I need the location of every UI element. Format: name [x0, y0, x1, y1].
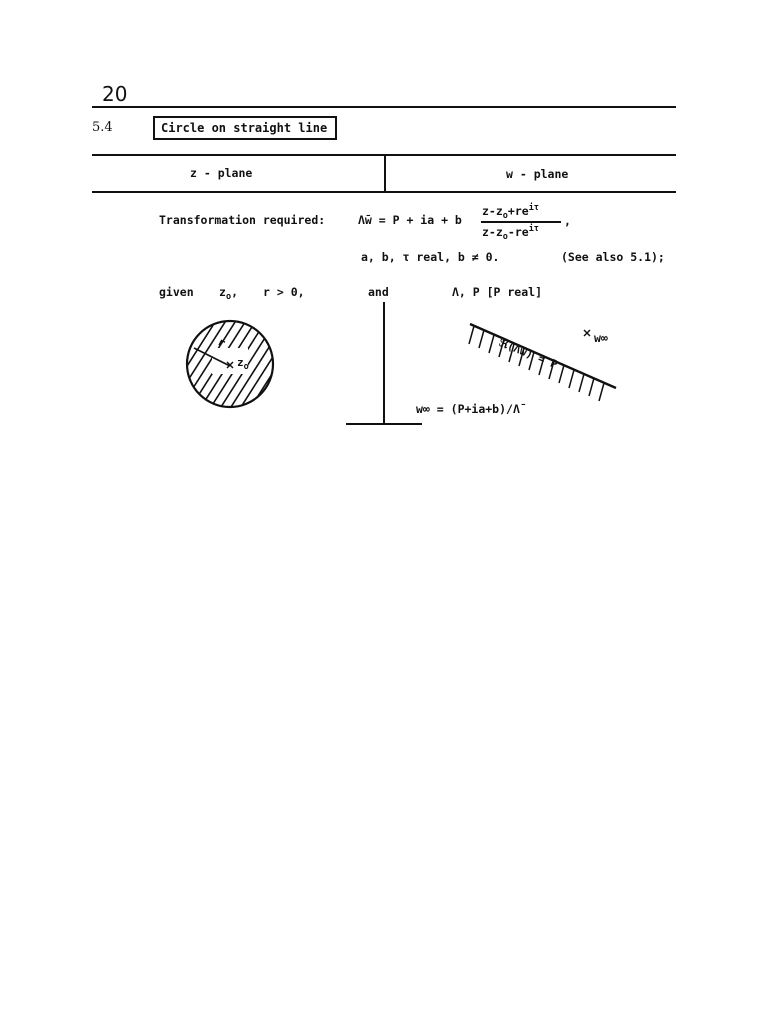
- center-main: z: [237, 356, 244, 369]
- formula-w: w∞: [416, 402, 430, 416]
- boundary-line-label: ℜ(Λ̄w) = P: [497, 336, 560, 372]
- w-plane-header: w - plane: [506, 167, 569, 181]
- figure-divider: [383, 302, 385, 424]
- numerator-rest: +re: [507, 204, 529, 218]
- given-z-main: z: [219, 285, 226, 299]
- hatched-circle-figure: [184, 318, 276, 410]
- center-label: [237, 356, 249, 371]
- fraction-denominator: [482, 225, 539, 241]
- given-z-sub: o: [225, 292, 232, 302]
- numerator-main: z-z: [482, 204, 503, 218]
- formula-rest: = (P+ia+b)/Λ̄: [436, 402, 520, 416]
- center-sub: o: [243, 362, 249, 372]
- given-label: given: [159, 285, 194, 299]
- column-divider: [384, 155, 386, 192]
- given-z0: [219, 285, 238, 301]
- denominator-sub: o: [502, 232, 508, 242]
- numerator-exp: iτ: [528, 203, 539, 213]
- given-z-comma: ,: [231, 285, 238, 299]
- denominator-rest: -re: [507, 225, 529, 239]
- section-title: Circle on straight line: [153, 116, 337, 140]
- numerator-sub: o: [502, 211, 508, 221]
- z-plane-header: z - plane: [190, 166, 253, 180]
- see-also-note: (See also 5.1);: [561, 250, 665, 264]
- denominator-main: z-z: [482, 225, 503, 239]
- given-lambda-p: Λ, P [P real]: [452, 285, 543, 299]
- transformation-trailing-comma: ,: [564, 214, 571, 228]
- transformation-lhs: Λ̄w = P + ia + b: [358, 213, 462, 227]
- section-number: 5.4: [92, 120, 113, 135]
- table-header-rule: [92, 191, 676, 193]
- and-label: and: [368, 285, 389, 299]
- denominator-exp: iτ: [528, 224, 539, 234]
- radius-label: r: [215, 335, 228, 350]
- w-infinity-formula: [416, 402, 520, 416]
- w-infinity-label: w∞: [594, 331, 608, 345]
- given-r-condition: r > 0,: [263, 285, 305, 299]
- transformation-conditions: a, b, τ real, b ≠ 0.: [361, 250, 500, 264]
- figure-divider-foot: [346, 423, 422, 425]
- header-rule: [92, 106, 676, 108]
- fraction-numerator: [482, 204, 539, 220]
- transformation-label: Transformation required:: [159, 213, 326, 227]
- fraction-bar: [481, 221, 561, 223]
- page-number: 20: [102, 82, 128, 106]
